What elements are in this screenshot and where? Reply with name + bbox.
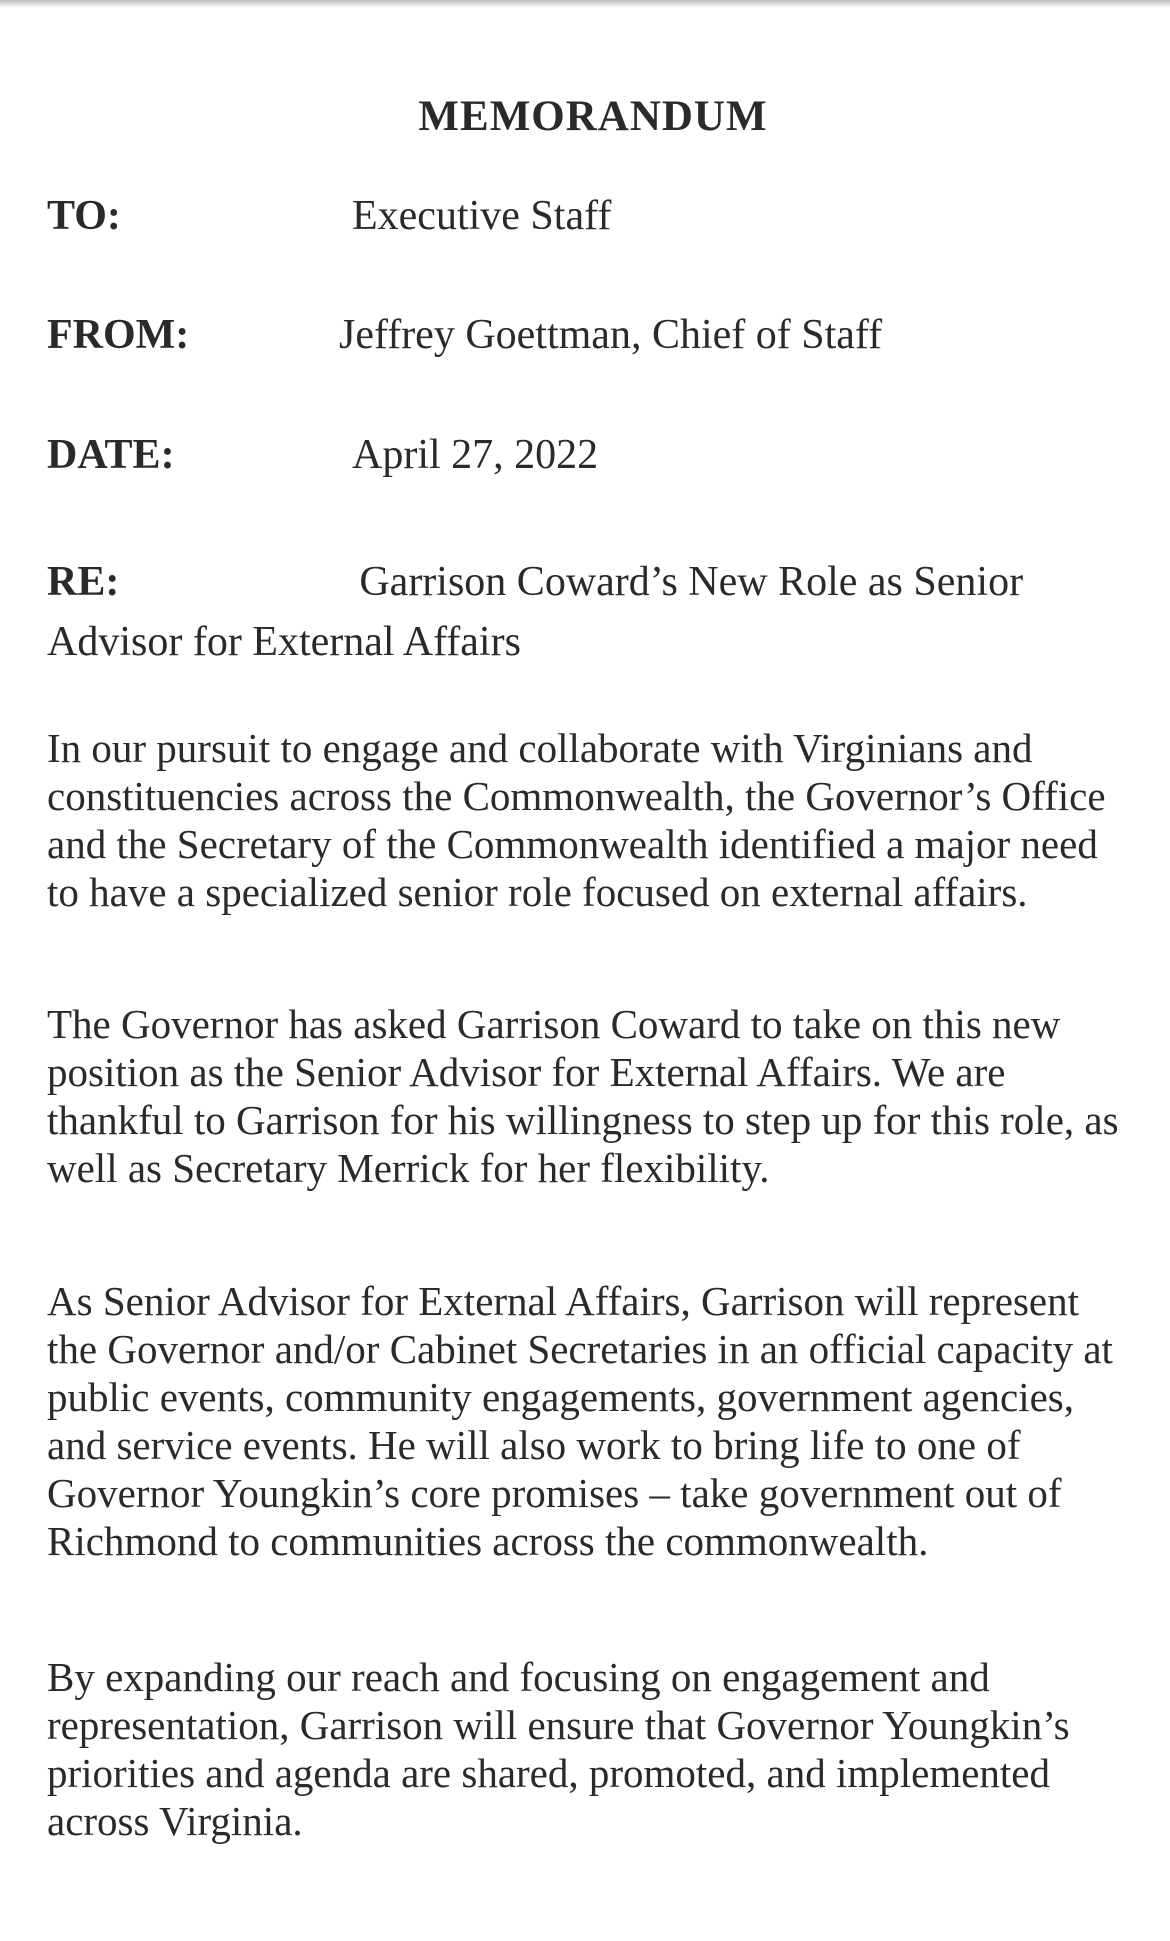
from-value: Jeffrey Goettman, Chief of Staff <box>339 312 883 358</box>
paragraph-1: In our pursuit to engage and collaborate with Virginians and constituencies across the Commonwealth, the Governor’s Office and the Secretary of the Commonwealth identified a major need to have a specialized senior role focused on external affairs. <box>47 725 1106 915</box>
memo-title: MEMORANDUM <box>418 93 768 140</box>
re-value: Garrison Coward’s New Role as Senior Advisor for External Affairs <box>47 559 1024 665</box>
to-label: TO: <box>47 193 121 239</box>
paragraph-2: The Governor has asked Garrison Coward to take on this new position as the Senior Advisor for External Affairs. We are thankful to Garrison for his willingness to step up for this role, as well as Secretary Merrick for her flexibility. <box>47 1001 1119 1191</box>
paragraph-3: As Senior Advisor for External Affairs, Garrison will represent the Governor and/or Cabinet Secretaries in an official capacity at public events, community engagements, government agencies, and service events. He will also work to bring life to one of Governor Youngkin’s core promises – take government out of Richmond to communities across the commonwealth. <box>47 1278 1113 1564</box>
paragraph-4: By expanding our reach and focusing on engagement and representation, Garrison will ensure that Governor Youngkin’s priorities and agenda are shared, promoted, and implemented across Virginia. <box>47 1654 1070 1844</box>
date-value: April 27, 2022 <box>352 432 599 478</box>
re-line <box>47 552 1127 672</box>
to-value: Executive Staff <box>352 193 612 239</box>
date-label: DATE: <box>47 432 175 478</box>
re-label: RE: <box>47 559 120 605</box>
from-label: FROM: <box>47 312 190 358</box>
